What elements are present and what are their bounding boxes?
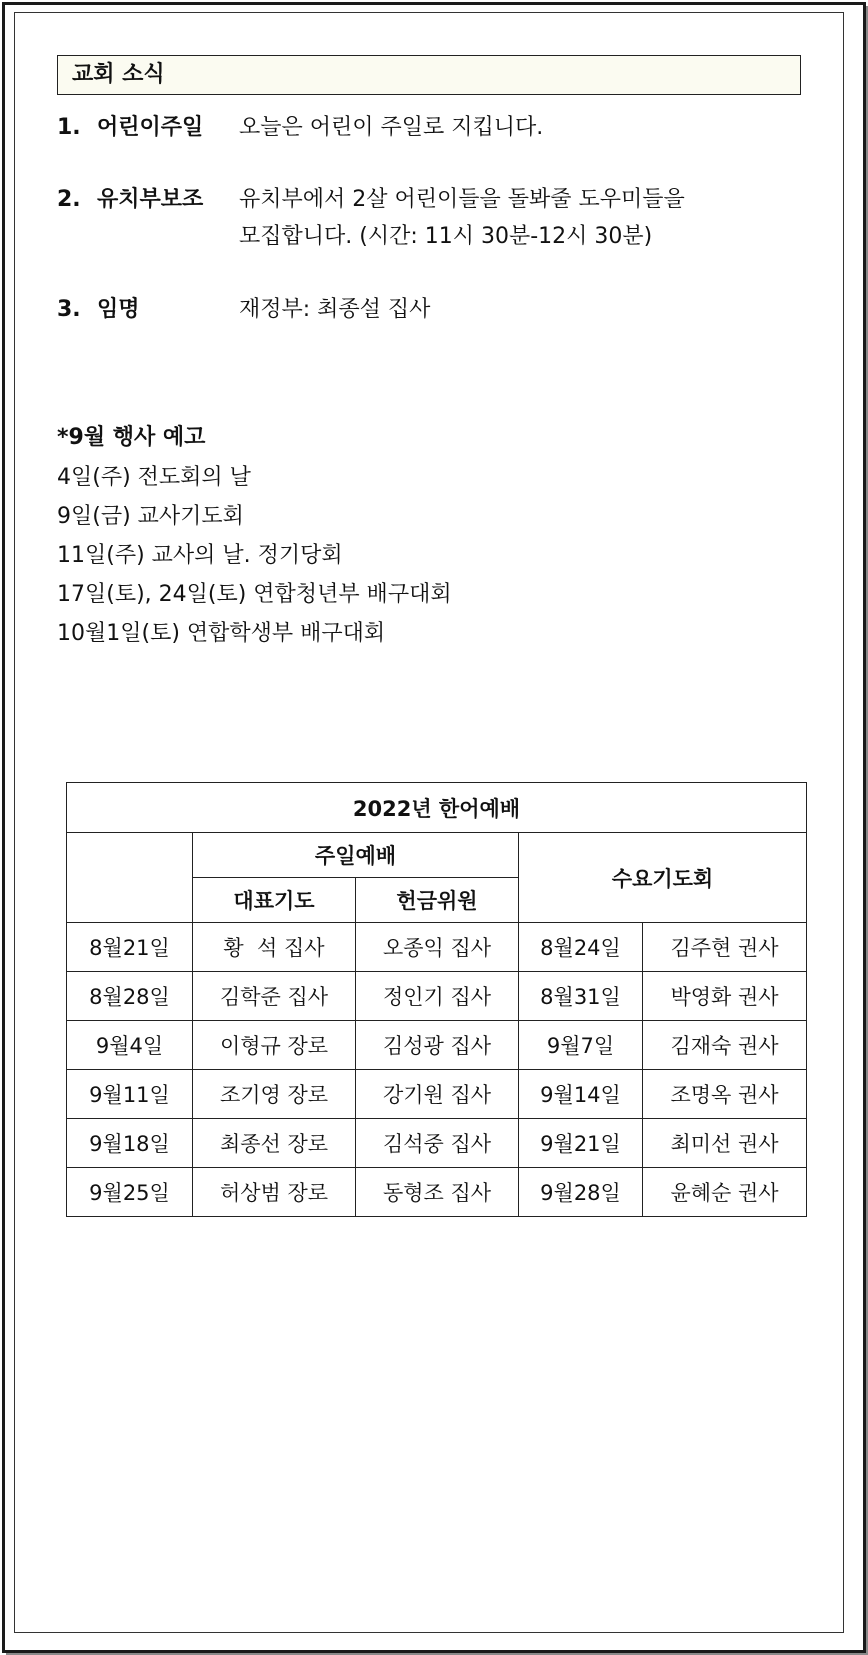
offering-member: 오종익 집사 — [356, 923, 519, 972]
schedule-table — [66, 782, 807, 1217]
news-label: 유치부보조 — [97, 187, 204, 212]
news-label: 임명 — [97, 297, 140, 322]
news-number: 2. — [57, 187, 81, 212]
event-line: 9일(금) 교사기도회 — [57, 504, 244, 529]
wednesday-date: 9월21일 — [519, 1119, 643, 1168]
wednesday-date: 9월7일 — [519, 1021, 643, 1070]
events-section — [57, 418, 452, 653]
prayer-leader: 김학준 집사 — [193, 972, 356, 1021]
offering-column-header: 헌금위원 — [356, 878, 519, 923]
table-row — [67, 972, 807, 1021]
table-row — [67, 1168, 807, 1217]
news-text: 모집합니다. (시간: 11시 30분-12시 30분) — [239, 224, 653, 249]
wednesday-leader: 최미선 권사 — [643, 1119, 807, 1168]
table-row — [67, 1070, 807, 1119]
offering-member: 동형조 집사 — [356, 1168, 519, 1217]
prayer-column-header: 대표기도 — [193, 878, 356, 923]
news-text: 유치부에서 2살 어린이들을 돌봐줄 도우미들을 — [239, 187, 685, 212]
prayer-leader: 황 석 집사 — [193, 923, 356, 972]
wednesday-leader: 김주현 권사 — [643, 923, 807, 972]
sunday-date: 9월18일 — [67, 1119, 193, 1168]
schedule-title: 2022년 한어예배 — [67, 783, 807, 833]
sunday-date: 9월11일 — [67, 1070, 193, 1119]
wednesday-leader: 박영화 권사 — [643, 972, 807, 1021]
sunday-header: 주일예배 — [193, 833, 519, 878]
event-line: 11일(주) 교사의 날. 정기당회 — [57, 543, 343, 568]
prayer-leader: 조기영 장로 — [193, 1070, 356, 1119]
news-label: 어린이주일 — [97, 115, 204, 140]
offering-member: 강기원 집사 — [356, 1070, 519, 1119]
prayer-leader: 최종선 장로 — [193, 1119, 356, 1168]
news-text: 오늘은 어린이 주일로 지킵니다. — [239, 115, 544, 140]
event-line: 17일(토), 24일(토) 연합청년부 배구대회 — [57, 582, 452, 607]
wednesday-leader: 김재숙 권사 — [643, 1021, 807, 1070]
offering-member: 김성광 집사 — [356, 1021, 519, 1070]
news-text: 재정부: 최종설 집사 — [239, 297, 431, 322]
table-row — [67, 923, 807, 972]
section-title: 교회 소식 — [72, 62, 165, 87]
sunday-date: 8월28일 — [67, 972, 193, 1021]
wednesday-header: 수요기도회 — [519, 833, 807, 923]
wednesday-date: 8월31일 — [519, 972, 643, 1021]
wednesday-date: 9월14일 — [519, 1070, 643, 1119]
news-number: 1. — [57, 115, 81, 140]
table-row — [67, 1021, 807, 1070]
wednesday-leader: 윤혜순 권사 — [643, 1168, 807, 1217]
event-line: 4일(주) 전도회의 날 — [57, 465, 251, 490]
wednesday-date: 8월24일 — [519, 923, 643, 972]
sunday-date: 9월4일 — [67, 1021, 193, 1070]
sunday-date: 8월21일 — [67, 923, 193, 972]
prayer-leader: 허상범 장로 — [193, 1168, 356, 1217]
table-row — [67, 1119, 807, 1168]
wednesday-date: 9월28일 — [519, 1168, 643, 1217]
offering-member: 정인기 집사 — [356, 972, 519, 1021]
prayer-leader: 이형규 장로 — [193, 1021, 356, 1070]
event-line: 10월1일(토) 연합학생부 배구대회 — [57, 621, 386, 646]
section-header — [57, 55, 801, 95]
wednesday-leader: 조명옥 권사 — [643, 1070, 807, 1119]
offering-member: 김석중 집사 — [356, 1119, 519, 1168]
events-title: *9월 행사 예고 — [57, 425, 206, 450]
sunday-date: 9월25일 — [67, 1168, 193, 1217]
news-number: 3. — [57, 297, 81, 322]
date-header-empty — [67, 833, 193, 923]
